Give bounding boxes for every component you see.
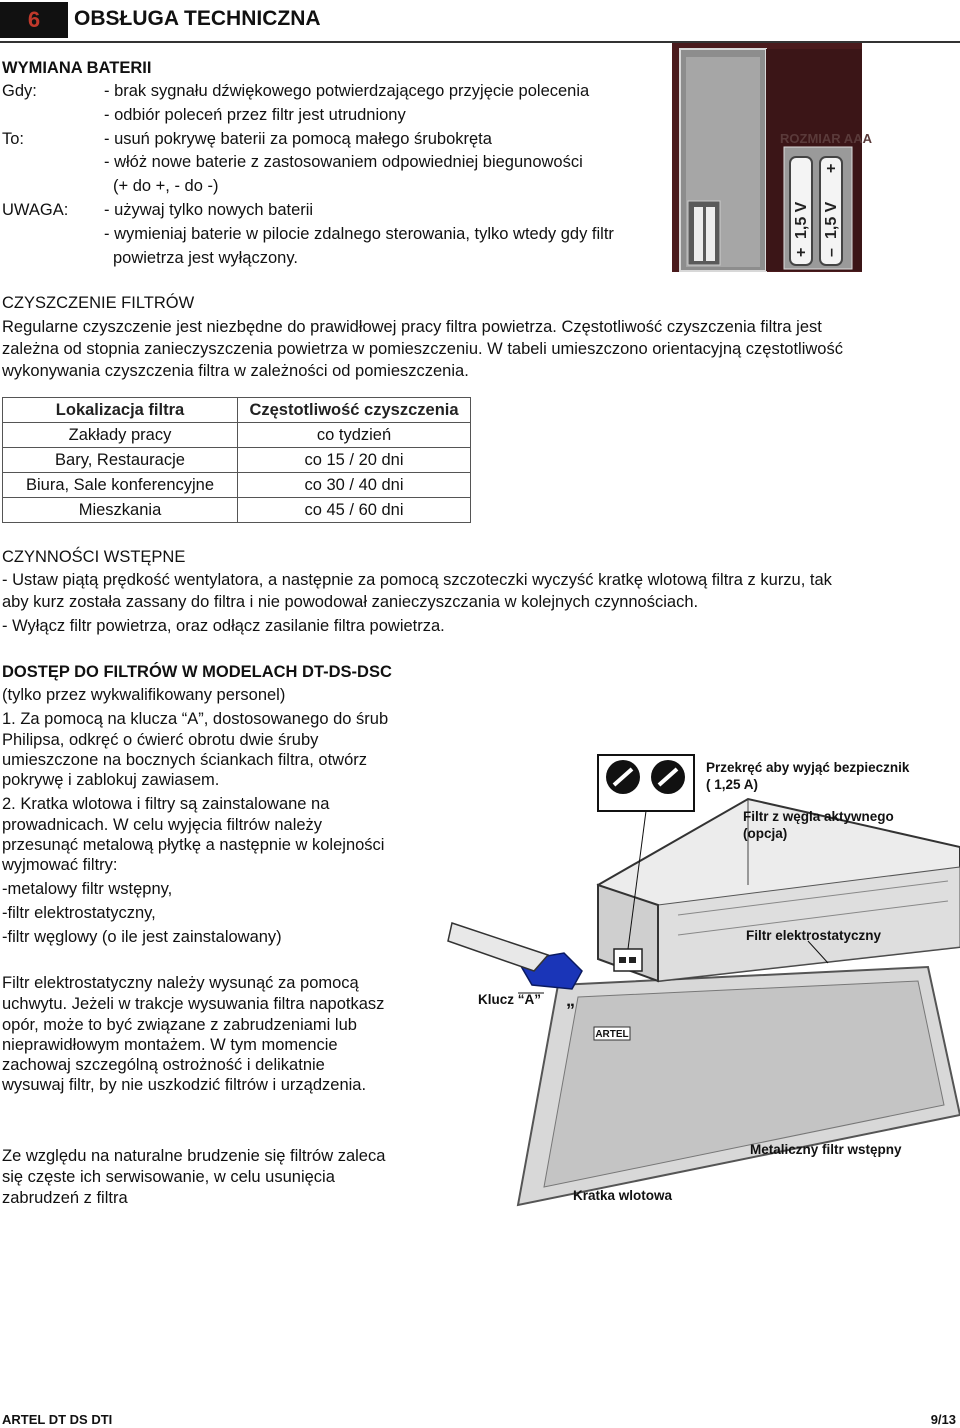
access-para2-line: opór, może to być związane z zabrudzeniami lub bbox=[2, 1016, 357, 1034]
table-row bbox=[3, 448, 471, 473]
battery-cell-label: 1,5 V bbox=[823, 201, 840, 239]
access-line: pokrywę i zablokuj zawiasem. bbox=[2, 771, 220, 789]
table-cell: Biura, Sale konferencyjne bbox=[3, 473, 238, 498]
access-line: 2. Kratka wlotowa i filtry są zainstalowane na bbox=[2, 795, 330, 813]
access-line: (tylko przez wykwalifikowany personel) bbox=[2, 686, 286, 704]
battery-line: - usuń pokrywę baterii za pomocą małego śrubokręta bbox=[104, 130, 492, 148]
inlet-grille-label: Kratka wlotowa bbox=[573, 1188, 673, 1203]
carbon-filter-option-label: (opcja) bbox=[743, 826, 788, 841]
table-cell: co 45 / 60 dni bbox=[238, 498, 471, 523]
battery-label-note: UWAGA: bbox=[2, 201, 69, 219]
access-line: -metalowy filtr wstępny, bbox=[2, 880, 173, 898]
access-para2-line: uchwytu. Jeżeli w trakcje wysuwania filtra napotkasz bbox=[2, 995, 385, 1013]
table-row bbox=[3, 423, 471, 448]
battery-line: - używaj tylko nowych baterii bbox=[104, 201, 314, 219]
battery-line: - wymieniaj baterie w pilocie zdalnego sterowania, tylko wtedy gdy filtr bbox=[104, 225, 614, 243]
table-cell: co 15 / 20 dni bbox=[238, 448, 471, 473]
table-cell: co tydzień bbox=[238, 423, 471, 448]
footer-page-number: 9/13 bbox=[930, 1412, 956, 1427]
battery-line: (+ do +, - do -) bbox=[113, 177, 219, 195]
prelim-line: - Wyłącz filtr powietrza, oraz odłącz zasilanie filtra powietrza. bbox=[2, 617, 445, 635]
access-line: Philipsa, odkręć o ćwierć obrotu dwie śruby bbox=[2, 731, 319, 749]
battery-heading: WYMIANA BATERII bbox=[2, 59, 152, 77]
table-row bbox=[3, 473, 471, 498]
access-para3-line: się częste ich serwisowanie, w celu usunięcia bbox=[2, 1168, 335, 1186]
battery-line: powietrza jest wyłączony. bbox=[113, 249, 298, 267]
footer-model: ARTEL DT DS DTI bbox=[2, 1412, 113, 1427]
section-number-badge: 6 bbox=[0, 2, 68, 38]
table-header: Częstotliwość czyszczenia bbox=[238, 398, 471, 423]
battery-size-label: ROZMIAR AAA bbox=[780, 131, 872, 146]
cleaning-line: wykonywania czyszczenia filtra w zależności od pomieszczenia. bbox=[2, 362, 469, 380]
battery-label-when: Gdy: bbox=[2, 82, 37, 100]
metal-prefilter-label: Metaliczny filtr wstępny bbox=[750, 1142, 902, 1157]
cleaning-heading: CZYSZCZENIE FILTRÓW bbox=[2, 294, 195, 312]
cleaning-line: Regularne czyszczenie jest niezbędne do prawidłowej pracy filtra powietrza. Częstotliwość czyszczenia filtra jest bbox=[2, 318, 822, 336]
battery-minus-sign: – bbox=[823, 248, 840, 257]
access-heading: DOSTĘP DO FILTRÓW W MODELACH DT-DS-DSC bbox=[2, 663, 392, 681]
key-a-quote-mark: „ bbox=[566, 990, 575, 1010]
cleaning-frequency-table bbox=[2, 397, 471, 523]
page-title: OBSŁUGA TECHNICZNA bbox=[74, 7, 321, 30]
fuse-callout-rating: ( 1,25 A) bbox=[706, 777, 759, 792]
access-para2-line: wysuwaj filtr, by nie uszkodzić filtrów i urządzenia. bbox=[2, 1076, 367, 1094]
battery-line: - brak sygnału dźwiękowego potwierdzającego przyjęcie polecenia bbox=[104, 82, 590, 100]
access-para3-line: Ze względu na naturalne brudzenie się filtrów zaleca bbox=[2, 1147, 386, 1165]
prelim-line: aby kurz została zassany do filtra i nie powodował zanieczyszczania w kolejnych czynnościach. bbox=[2, 593, 699, 611]
carbon-filter-label: Filtr z węgla aktywnego bbox=[743, 809, 894, 824]
table-cell: Zakłady pracy bbox=[3, 423, 238, 448]
access-para3-line: zabrudzeń z filtra bbox=[2, 1189, 128, 1207]
access-para2-line: nieprawidłowym montażem. W tym momencie bbox=[2, 1036, 338, 1054]
prelim-heading: CZYNNOŚCI WSTĘPNE bbox=[2, 548, 186, 566]
access-line: przesunąć metalową płytkę a następnie w kolejności bbox=[2, 836, 385, 854]
prelim-line: - Ustaw piątą prędkość wentylatora, a następnie za pomocą szczoteczki wyczyść kratkę wlotową filtra z kurzu, tak bbox=[2, 571, 832, 589]
access-line: prowadnicach. W celu wyjęcia filtrów należy bbox=[2, 816, 323, 834]
table-cell: co 30 / 40 dni bbox=[238, 473, 471, 498]
table-cell: Bary, Restauracje bbox=[3, 448, 238, 473]
battery-label-to: To: bbox=[2, 130, 25, 148]
table-cell: Mieszkania bbox=[3, 498, 238, 523]
fuse-callout-label: Przekręć aby wyjąć bezpiecznik bbox=[706, 760, 910, 775]
access-line: -filtr elektrostatyczny, bbox=[2, 904, 156, 922]
battery-cell-label: 1,5 V bbox=[793, 201, 810, 239]
table-row bbox=[3, 498, 471, 523]
table-header: Lokalizacja filtra bbox=[3, 398, 238, 423]
access-para2-line: zachowaj szczególną ostrożność i delikatnie bbox=[2, 1056, 325, 1074]
key-a-label: Klucz “A” bbox=[478, 992, 542, 1007]
brand-plate: ARTEL bbox=[595, 1029, 629, 1040]
cleaning-line: zależna od stopnia zanieczyszczenia powietrza w pomieszczeniu. W tabeli umieszczono orientacyjną częstotliwość bbox=[2, 340, 843, 358]
access-line: wyjmować filtry: bbox=[2, 856, 118, 874]
battery-line: - odbiór poleceń przez filtr jest utrudniony bbox=[104, 106, 406, 124]
electrostatic-filter-label: Filtr elektrostatyczny bbox=[746, 928, 882, 943]
battery-line: - włóż nowe baterie z zastosowaniem odpowiedniej biegunowości bbox=[104, 153, 583, 171]
battery-plus-sign: + bbox=[823, 163, 840, 173]
access-line: 1. Za pomocą na klucza “A”, dostosowanego do śrub bbox=[2, 710, 389, 728]
battery-plus-sign: + bbox=[793, 247, 810, 257]
access-para2-line: Filtr elektrostatyczny należy wysunąć za pomocą bbox=[2, 974, 359, 992]
access-line: umieszczone na bocznych ściankach filtra, otwórz bbox=[2, 751, 367, 769]
battery-compartment-illustration bbox=[672, 43, 872, 272]
access-line: -filtr węglowy (o ile jest zainstalowany) bbox=[2, 928, 282, 946]
